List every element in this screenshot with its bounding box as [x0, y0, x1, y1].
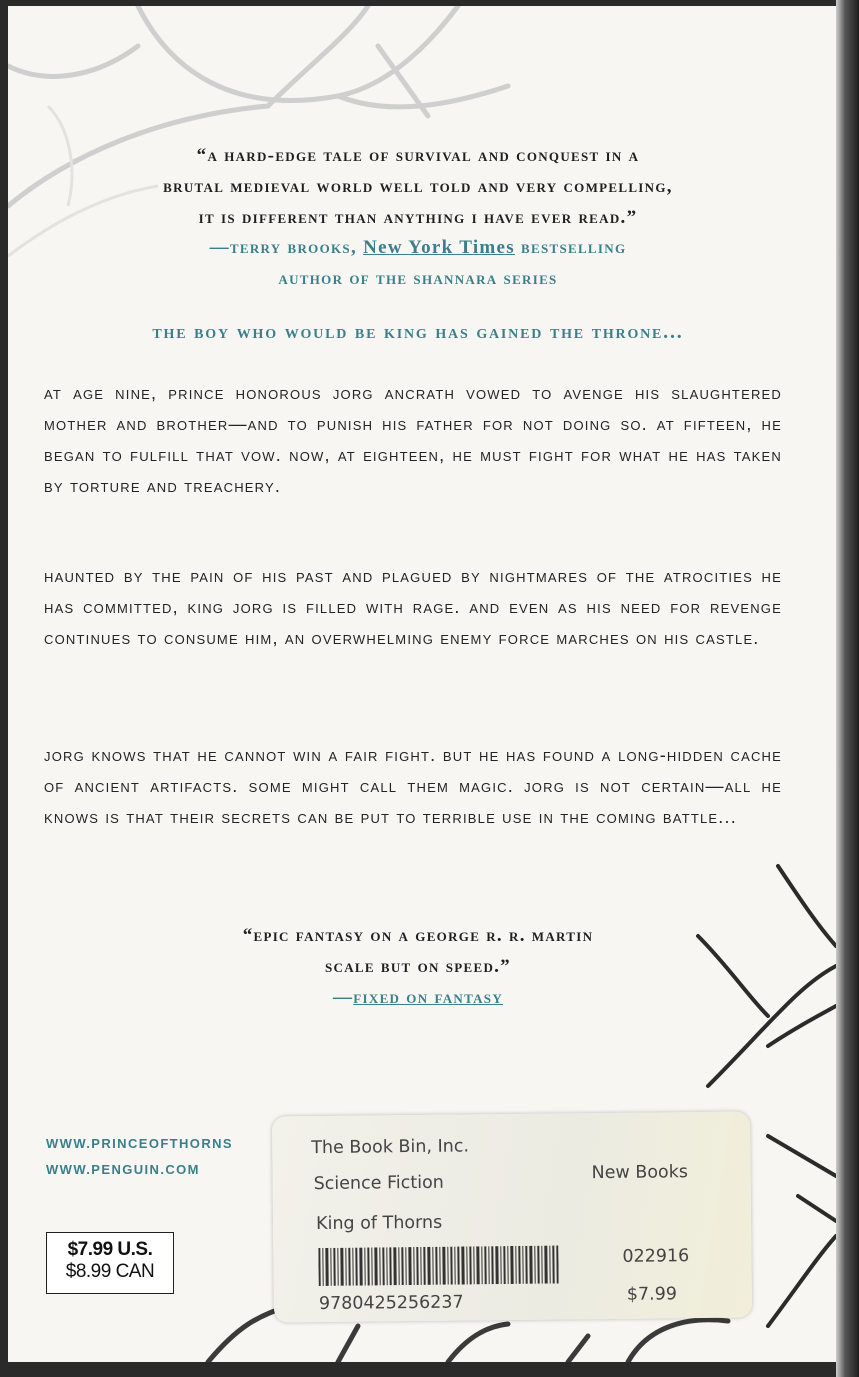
price-box	[46, 1232, 174, 1294]
sticker-store-name: The Book Bin, Inc.	[311, 1136, 470, 1159]
quote-attribution-fof	[28, 982, 808, 1013]
spine-edge	[836, 0, 859, 1377]
blurb-paragraph-2: haunted by the pain of his past and plagued by nightmares of the atrocities he has committed, king jorg is filled with rage. and even as his need for revenge continues to consume him, an overwhelming enemy force marches on his castle.	[44, 566, 782, 648]
pull-quote-brooks	[28, 140, 808, 233]
sticker-code: 022916	[622, 1246, 690, 1267]
pull-quote-fixed-on-fantasy	[28, 920, 808, 982]
sticker-price: $7.99	[626, 1284, 678, 1305]
attribution-source: fixed on fantasy	[353, 987, 504, 1008]
sticker-category: Science Fiction	[313, 1172, 444, 1195]
quote-line: it is different than anything i have ever read.”	[198, 207, 638, 228]
attribution-dash: —	[332, 987, 354, 1008]
tagline: the boy who would be king has gained the throne...	[152, 321, 684, 343]
store-price-sticker	[272, 1112, 752, 1323]
sticker-isbn: 9780425256237	[318, 1292, 464, 1315]
website-url-princeofthorns[interactable]: WWW.PRINCEOFTHORNS	[46, 1136, 233, 1151]
quote-attribution-brooks	[28, 232, 808, 294]
price-can: $8.99 CAN	[65, 1261, 155, 1282]
quote-line: “epic fantasy on a george r. r. martin	[242, 925, 594, 946]
attribution-source: New York Times	[363, 237, 515, 258]
sticker-section: New Books	[591, 1162, 689, 1184]
quote-line: scale but on speed.”	[325, 956, 511, 977]
attribution-suffix: bestselling	[514, 237, 627, 258]
attribution-line2: author of the shannara series	[278, 268, 558, 289]
blurb-paragraph-3: jorg knows that he cannot win a fair fight. but he has found a long-hidden cache of ancient artifacts. some might call them magic. jorg is not certain—all he knows is that their secrets can be put to terrible use in the coming battle...	[44, 745, 782, 827]
barcode-icon	[318, 1246, 558, 1287]
book-back-cover	[8, 6, 836, 1362]
blurb-paragraph-1: at age nine, prince honorous jorg ancrath vowed to avenge his slaughtered mother and brother—and to punish his father for not doing so. at fifteen, he began to fulfill that vow. now, at eighteen, he must fight for what he has taken by torture and treachery.	[44, 383, 782, 496]
attribution-prefix: —terry brooks,	[209, 237, 364, 258]
sticker-book-title: King of Thorns	[315, 1212, 443, 1235]
quote-line: “a hard-edge tale of survival and conquest in a	[196, 145, 640, 166]
quote-line: brutal medieval world well told and very compelling,	[163, 176, 673, 197]
website-url-penguin[interactable]: WWW.PENGUIN.COM	[46, 1162, 200, 1177]
price-us: $7.99 U.S.	[67, 1239, 153, 1260]
